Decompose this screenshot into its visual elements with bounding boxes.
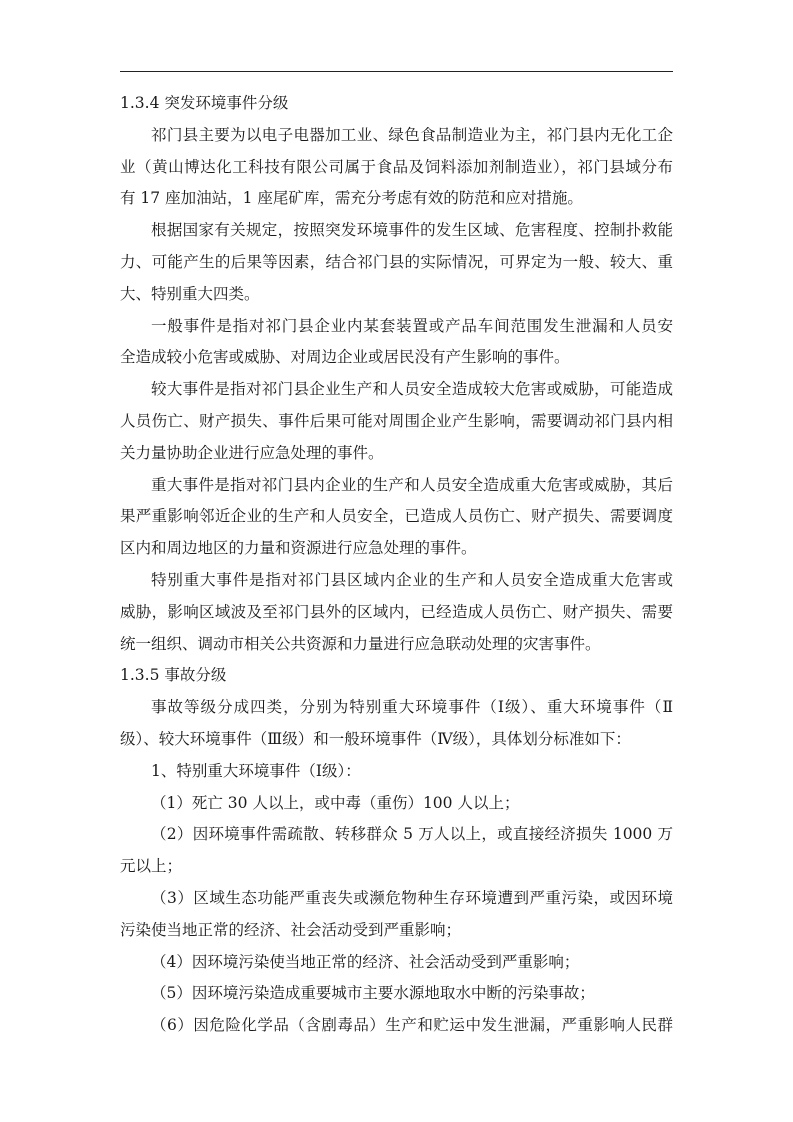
list-item: （2）因环境事件需疏散、转移群众 5 万人以上，或直接经济损失 1000 万	[151, 825, 673, 844]
list-item: 1、特别重大环境事件（Ⅰ级）：	[151, 761, 361, 780]
paragraph-line: 全造成较小危害或威胁、对周边企业或居民没有产生影响的事件。	[120, 348, 570, 367]
paragraph-line: 威胁，影响区域波及至祁门县外的区域内，已经造成人员伤亡、财产损失、需要	[120, 602, 673, 621]
list-item: （6）因危险化学品（含剧毒品）生产和贮运中发生泄漏，严重影响人民群	[151, 1016, 673, 1035]
paragraph-line: 根据国家有关规定，按照突发环境事件的发生区域、危害程度、控制扑救能	[151, 221, 673, 240]
document-body	[120, 88, 673, 1042]
paragraph-line: 区内和周边地区的力量和资源进行应急处理的事件。	[120, 539, 477, 558]
paragraph-line: 重大事件是指对祁门县内企业的生产和人员安全造成重大危害或威胁，其后	[151, 475, 673, 494]
paragraph-line: 大、特别重大四类。	[120, 284, 260, 303]
paragraph-line: 祁门县主要为以电子电器加工业、绿色食品制造业为主，祁门县内无化工企	[151, 125, 673, 144]
paragraph-line: 力、可能产生的后果等因素，结合祁门县的实际情况，可界定为一般、较大、重	[120, 252, 673, 271]
paragraph-line: 人员伤亡、财产损失、事件后果可能对周围企业产生影响，需要调动祁门县内相	[120, 411, 673, 430]
paragraph-line: 业（黄山博达化工科技有限公司属于食品及饲料添加剂制造业），祁门县域分布	[120, 157, 673, 176]
paragraph-line: 统一组织、调动市相关公共资源和力量进行应急联动处理的灾害事件。	[120, 634, 601, 653]
section-heading-1-3-4: 1.3.4 突发环境事件分级	[120, 94, 289, 112]
list-item-continuation: 污染使当地正常的经济、社会活动受到严重影响；	[120, 920, 462, 939]
paragraph-line: 级）、较大环境事件（Ⅲ级）和一般环境事件（Ⅳ级），具体划分标准如下：	[120, 729, 631, 748]
list-item-continuation: 元以上；	[120, 857, 183, 876]
paragraph-line: 关力量协助企业进行应急处理的事件。	[120, 443, 384, 462]
paragraph-line: 事故等级分成四类，分别为特别重大环境事件（Ⅰ级）、重大环境事件（Ⅱ	[151, 698, 673, 717]
paragraph-line: 较大事件是指对祁门县企业生产和人员安全造成较大危害或威胁，可能造成	[151, 380, 673, 399]
list-item: （4）因环境污染使当地正常的经济、社会活动受到严重影响；	[151, 952, 580, 971]
paragraph-line: 一般事件是指对祁门县企业内某套装置或产品车间范围发生泄漏和人员安	[151, 316, 673, 335]
list-item: （1）死亡 30 人以上，或中毒（重伤）100 人以上；	[151, 793, 520, 812]
paragraph-line: 果严重影响邻近企业的生产和人员安全，已造成人员伤亡、财产损失、需要调度	[120, 507, 673, 526]
paragraph-line: 特别重大事件是指对祁门县区域内企业的生产和人员安全造成重大危害或	[151, 570, 673, 589]
list-item: （3）区域生态功能严重丧失或濒危物种生存环境遭到严重污染，或因环境	[151, 888, 673, 907]
list-item: （5）因环境污染造成重要城市主要水源地取水中断的污染事故；	[151, 984, 595, 1003]
paragraph-line: 有 17 座加油站，1 座尾矿库，需充分考虑有效的防范和应对措施。	[120, 189, 583, 208]
header-rule	[120, 71, 673, 72]
section-heading-1-3-5: 1.3.5 事故分级	[120, 666, 227, 685]
